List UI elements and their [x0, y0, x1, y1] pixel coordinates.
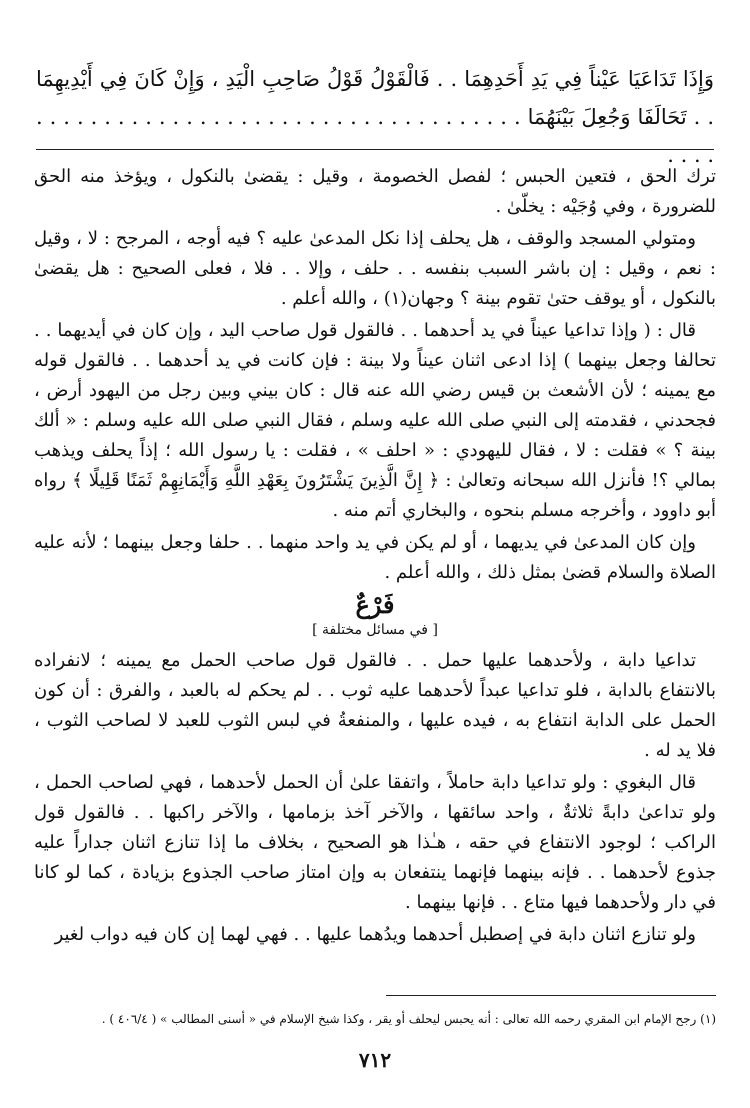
footnote-divider — [386, 995, 716, 996]
commentary-paragraph: ترك الحق ، فتعين الحبس ؛ لفصل الخصومة ، وقيل : يقضىٰ بالنكول ، ويؤخذ منه الحق للضرورة ، وفي وُجَيْه : يخلّىٰ . — [34, 166, 716, 217]
section-title: فَرْعٌ — [355, 590, 395, 619]
divider-line — [36, 149, 714, 150]
section-heading — [34, 590, 716, 640]
commentary-paragraph: تداعيا دابة ، ولأحدهما عليها حمل . . فالقول قول صاحب الحمل مع يمينه ؛ لانفراده بالانتفاع بالدابة ، فلو تداعيا عبداً لأحدهما عليه ثوب . . لم يحكم له بالعبد ، والفرق : أن كون الحمل على الدابة انتفاع به ، فيده عليها ، والمنفعةُ في لبس الثوب للعبد لا لصاحب الثوب ، فلا يد له . — [34, 650, 716, 761]
footnote: (١) رجح الإمام ابن المقري رحمه الله تعالى : أنه يحبس ليحلف أو يقر ، وكذا شيخ الإسلام في « أسنى المطالب » ( ٤٠٦/٤ ) . — [101, 1012, 716, 1026]
commentary-paragraph: وإن كان المدعىٰ في يديهما ، أو لم يكن في يد واحد منهما . . حلفا وجعل بينهما ؛ لأنه عليه الصلاة والسلام قضىٰ بمثل ذلك ، والله أعلم . — [34, 532, 716, 583]
commentary-paragraph: قال البغوي : ولو تداعيا دابة حاملاً ، واتفقا علىٰ أن الحمل لأحدهما ، فهي لصاحب الحمل ، ولو تداعىٰ دابةً ثلاثةٌ ، واحد سائقها ، والآخر آخذ بزمامها ، والآخر راكبها . . فالقول قول الراكب ؛ لوجود الانتفاع في حقه ، هـٰذا هو الصحيح ، بخلاف ما إذا تنازع اثنان جداراً عليه جذوع لأحدهما . . فإنه بينهما فإنهما ينتفعان به وإن امتاز صاحب الجذوع بزيادة ، كما لو كانا في دار ولأحدهما فيها متاع . . فإنها بينهما . — [34, 772, 716, 913]
page-number: ٧١٢ — [358, 1048, 392, 1072]
commentary-paragraph: ومتولي المسجد والوقف ، هل يحلف إذا نكل المدعىٰ عليه ؟ فيه أوجه ، المرجح : لا ، وقيل : نعم ، وقيل : إن باشر السبب بنفسه . . حلف ، وإلا . . فلا ، فعلى الصحيح : هل يقضىٰ بالنكول ، أو يوقف حتىٰ تقوم بينة ؟ وجهان(١) ، والله أعلم . — [34, 228, 716, 309]
section-subtitle: [ في مسائل مختلفة ] — [312, 622, 438, 638]
commentary-paragraph: ولو تنازع اثنان دابة في إصطبل أحدهما ويدُهما عليها . . فهي لهما إن كان فيه دواب لغير — [54, 924, 696, 945]
commentary-paragraph: قال : ( وإذا تداعيا عيناً في يد أحدهما . . فالقول قول صاحب اليد ، وإن كان في أيديهما . . تحالفا وجعل بينهما ) إذا ادعى اثنان عيناً ولا بينة : فإن كانت في يد أحدهما . . فالقول قوله مع يمينه ؛ لأن الأشعث بن قيس رضي الله عنه قال : كان بيني وبين رجل من اليهود أرض ، فجحدني ، فقدمته إلى النبي صلى الله عليه وسلم ، فقال النبي صلى الله عليه وسلم : « ألك بينة ؟ » فقلت : لا ، فقال لليهودي : « احلف » ، فقلت : يا رسول الله ؛ إذاً يحلف ويذهب بمالي ؟! فأنزل الله سبحانه وتعالىٰ : ﴿ إِنَّ الَّذِينَ يَشْتَرُونَ بِعَهْدِ اللَّهِ وَأَيْمَانِهِمْ ثَمَنًا قَلِيلًا ﴾ رواه أبو داوود ، وأخرجه مسلم بنحوه ، والبخاري أتم منه . — [34, 320, 716, 521]
matn-text: وَإِذَا تَدَاعَيَا عَيْناً فِي يَدِ أَحَدِهِمَا . . فَالْقَوْلُ قَوْلُ صَاحِبِ الْيَدِ ، وَإِنْ كَانَ فِي أَيْدِيهِمَا . . تَحَالَفَا وَجُعِلَ بَيْنَهُمَا . . . . . . . . . . . . . . . . . . . . . . . . . . . . . . . . . . . . . . . . — [36, 67, 714, 167]
commentary-body — [34, 162, 716, 952]
